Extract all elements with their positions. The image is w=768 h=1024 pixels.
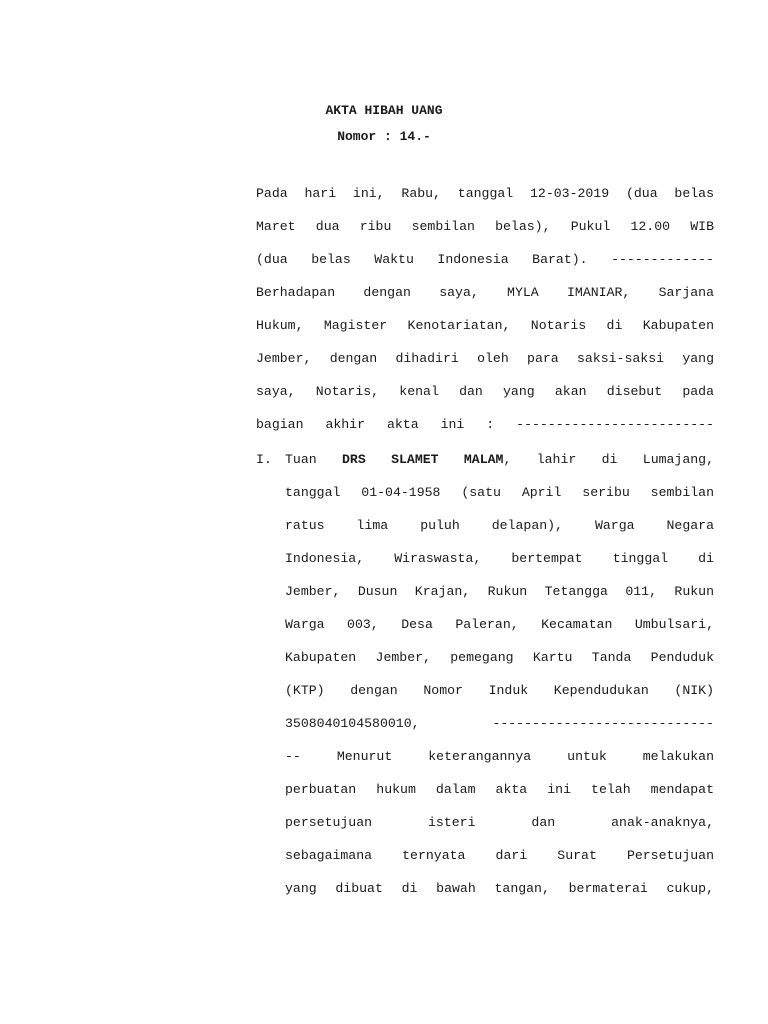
list-marker: I.	[256, 452, 272, 467]
party-first-line	[285, 450, 714, 470]
party-name: DRS SLAMET MALAM	[342, 452, 504, 467]
paragraph-line: Jember, dengan dihadiri oleh para saksi-saksi yang	[256, 351, 714, 366]
paragraph-line: Maret dua ribu sembilan belas), Pukul 12.00 WIB	[256, 219, 714, 234]
party-line: ratus lima puluh delapan), Warga Negara	[285, 518, 714, 533]
paragraph-line: saya, Notaris, kenal dan yang akan disebut pada	[256, 384, 714, 399]
party-line: (KTP) dengan Nomor Induk Kependudukan (NIK)	[285, 683, 714, 698]
party-line: Jember, Dusun Krajan, Rukun Tetangga 011, Rukun	[285, 584, 714, 599]
party-line: Warga 003, Desa Paleran, Kecamatan Umbulsari,	[285, 617, 714, 632]
party-line: sebagaimana ternyata dari Surat Persetujuan	[285, 848, 714, 863]
party-line: perbuatan hukum dalam akta ini telah mendapat	[285, 782, 714, 797]
party-line: Indonesia, Wiraswasta, bertempat tinggal di	[285, 551, 714, 566]
paragraph-line: (dua belas Waktu Indonesia Barat). -------------	[256, 252, 714, 267]
party-line: tanggal 01-04-1958 (satu April seribu sembilan	[285, 485, 714, 500]
party-line: -- Menurut keterangannya untuk melakukan	[285, 749, 714, 764]
paragraph-line: bagian akhir akta ini : -------------------------	[256, 417, 714, 432]
document-number: Nomor : 14.-	[337, 129, 431, 144]
paragraph-line: Hukum, Magister Kenotariatan, Notaris di Kabupaten	[256, 318, 714, 333]
party-title: Tuan	[285, 452, 317, 467]
paragraph-line: Berhadapan dengan saya, MYLA IMANIAR, Sarjana	[256, 285, 714, 300]
party-line: persetujuan isteri dan anak-anaknya,	[285, 815, 714, 830]
party-first-line-suffix: , lahir di Lumajang,	[503, 452, 715, 467]
paragraph-line: Pada hari ini, Rabu, tanggal 12-03-2019 (dua belas	[256, 186, 714, 201]
party-line: Kabupaten Jember, pemegang Kartu Tanda Penduduk	[285, 650, 714, 665]
party-line: yang dibuat di bawah tangan, bermaterai cukup,	[285, 881, 714, 896]
document-title: AKTA HIBAH UANG	[325, 103, 443, 118]
party-line: 3508040104580010, ----------------------------	[285, 716, 714, 731]
